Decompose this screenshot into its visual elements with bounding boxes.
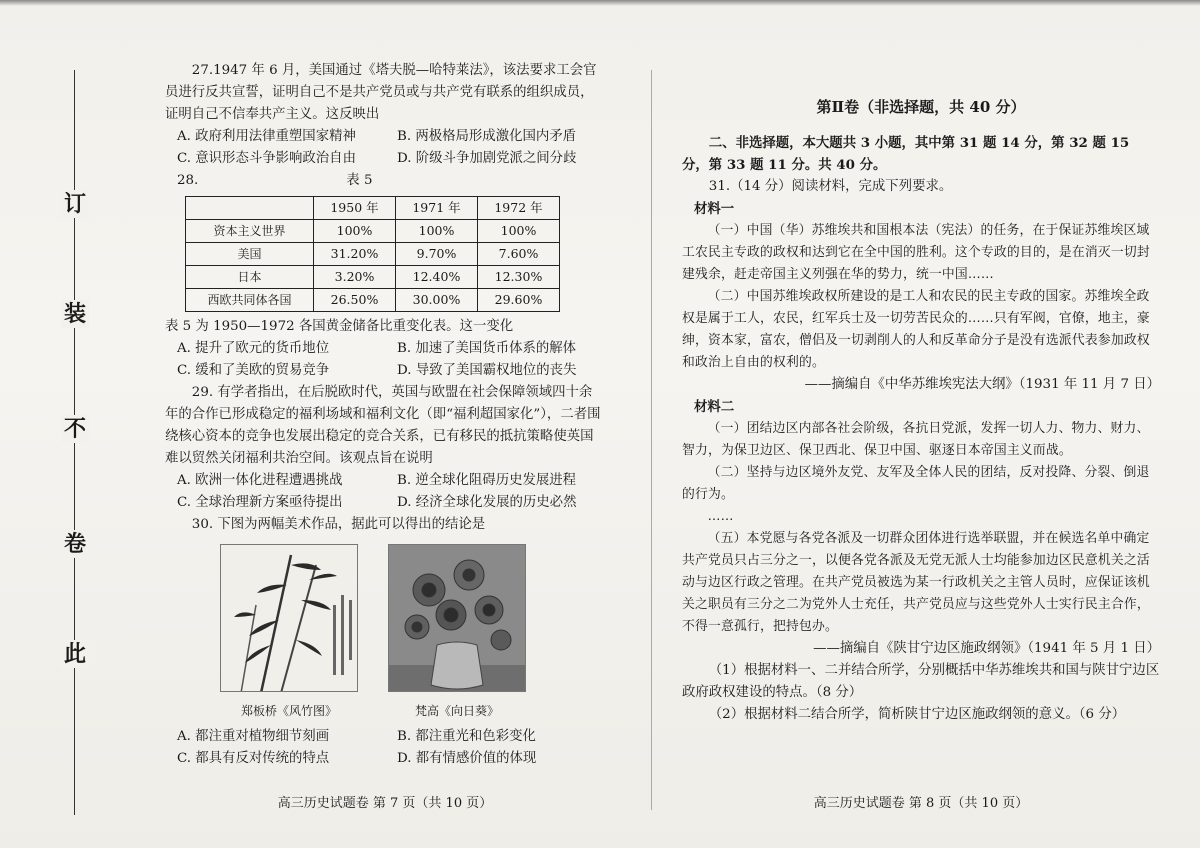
table-cell: 100%	[396, 220, 478, 243]
option-c[interactable]: C. 全球治理新方案亟待提出	[177, 495, 343, 510]
material-2-paragraph: （一）团结边区内部各社会阶级，各抗日党派，发挥一切人力、物力、财力、智力，为保卫边区、保卫西北、保卫中国、驱逐日本帝国主义而战。	[682, 421, 1150, 458]
caption-sunflowers: 梵高《向日葵》	[414, 704, 499, 718]
artworks	[220, 544, 605, 722]
binding-char: 订	[61, 190, 89, 218]
binding-char: 此	[61, 640, 89, 668]
table-header-cell: 1971 年	[396, 197, 478, 220]
table-cell: 7.60%	[478, 243, 560, 266]
binding-char: 卷	[61, 530, 89, 558]
q27-stem: 27.1947 年 6 月，美国通过《塔夫脱—哈特莱法》，该法要求工会官员进行反共宣誓，证明自己不是共产党员或与共产党有联系的组织成员，证明自己不信奉共产主义。这反映出	[165, 63, 597, 122]
q28-stem: 表 5 为 1950—1972 各国黄金储备比重变化表。这一变化	[165, 319, 514, 334]
table-cell: 100%	[478, 220, 560, 243]
option-d[interactable]: D. 都有情感价值的体现	[397, 751, 537, 766]
option-b[interactable]: B. 两极格局形成激化国内矛盾	[397, 129, 577, 144]
material-2-paragraph: （五）本党愿与各党各派及一切群众团体进行选举联盟，并在候选名单中确定共产党员只占三分之一，以便各党各派及无党无派人士均能参加边区民意机关之活动与边区行政之管理。在共产党员被选为某一行政机关之主管人员时，应保证该机关之职员有三分之二为党外人士充任，共产党员应与这些党外人士实行民主合作，不得一意孤行，把持包办。	[682, 531, 1150, 634]
binding-strip	[30, 70, 90, 820]
option-c[interactable]: C. 都具有反对传统的特点	[177, 751, 330, 766]
table-cell: 3.20%	[314, 266, 396, 289]
q31-sub-question-1: （1）根据材料一、二并结合所学，分别概括中华苏维埃共和国与陕甘宁边区政府政权建设的特点。（8 分）	[682, 663, 1160, 700]
table-cell: 29.60%	[478, 289, 560, 312]
table-header-cell: 1972 年	[478, 197, 560, 220]
caption-bamboo: 郑板桥《风竹图》	[240, 704, 337, 718]
page-7-footer: 高三历史试题卷 第 7 页（共 10 页）	[277, 796, 493, 811]
table-row	[186, 266, 560, 289]
bamboo-icon	[221, 545, 358, 692]
material-1-paragraph: （一）中国（华）苏维埃共和国根本法（宪法）的任务，在于保证苏维埃区域工农民主专政的政权和达到它在全中国的胜利。这个专政的目的，是在消灭一切封建残余，赶走帝国主义列强在华的势力，统一中国……	[682, 223, 1150, 282]
table-title: 表 5	[346, 173, 373, 188]
option-a[interactable]: A. 提升了欧元的货币地位	[177, 341, 330, 356]
table-cell: 31.20%	[314, 243, 396, 266]
page-divider	[651, 70, 652, 810]
scan-edge-shadow	[0, 0, 1200, 6]
page-8-footer: 高三历史试题卷 第 8 页（共 10 页）	[813, 796, 1029, 811]
table-cell: 100%	[314, 220, 396, 243]
sunflower-icon	[389, 545, 526, 692]
material-2-heading: 材料二	[694, 399, 735, 415]
bamboo-painting-image	[220, 544, 358, 692]
q28-heading	[165, 170, 605, 192]
section-intro: 二、非选择题，本大题共 3 小题，其中第 31 题 14 分，第 32 题 15 分，第 33 题 11 分。共 40 分。	[682, 135, 1130, 173]
table-row	[186, 243, 560, 266]
table-cell: 日本	[186, 266, 314, 289]
table-row	[186, 220, 560, 243]
q29-stem: 29. 有学者指出，在后脱欧时代，英国与欧盟在社会保障领域四十余年的合作已形成稳定的福利场域和福利文化（即“福利超国家化”），二者围绕核心资本的竞争也发展出稳定的竞合关系，已有移民的抵抗策略使英国难以贸然关闭福利共治空间。该观点旨在说明	[165, 385, 601, 466]
table-cell: 资本主义世界	[186, 220, 314, 243]
binding-char: 不	[61, 415, 89, 443]
table-header-row	[186, 197, 560, 220]
page-7	[165, 60, 605, 770]
table-cell: 美国	[186, 243, 314, 266]
table-cell: 26.50%	[314, 289, 396, 312]
option-b[interactable]: B. 加速了美国货币体系的解体	[397, 341, 577, 356]
artwork-sunflowers	[388, 544, 526, 722]
option-a[interactable]: A. 都注重对植物细节刻画	[177, 729, 330, 744]
material-2-source: ——摘编自《陕甘宁边区施政纲领》（1941 年 5 月 1 日）	[813, 641, 1160, 656]
option-b[interactable]: B. 都注重光和色彩变化	[397, 729, 536, 744]
table-cell: 12.30%	[478, 266, 560, 289]
material-2-paragraph: （二）坚持与边区境外友党、友军及全体人民的团结，反对投降、分裂、倒退的行为。	[682, 465, 1150, 502]
q31-sub-question-2: （2）根据材料二结合所学，简析陕甘宁边区施政纲领的意义。（6 分）	[708, 707, 1126, 722]
material-1-heading: 材料一	[694, 201, 735, 217]
option-b[interactable]: B. 逆全球化阻碍历史发展进程	[397, 473, 577, 488]
q28-number: 28.	[177, 173, 199, 188]
table-header-cell: 1950 年	[314, 197, 396, 220]
option-d[interactable]: D. 导致了美国霸权地位的丧失	[397, 363, 577, 378]
q27-options	[165, 126, 605, 170]
section-title: 第Ⅱ卷（非选择题，共 40 分）	[816, 98, 1026, 116]
page-8	[682, 60, 1160, 726]
q29-options	[165, 470, 605, 514]
option-a[interactable]: A. 政府利用法律重塑国家精神	[177, 129, 356, 144]
artwork-bamboo	[220, 544, 358, 722]
material-1-source: ——摘编自《中华苏维埃宪法大纲》（1931 年 11 月 7 日）	[804, 377, 1160, 392]
table-cell: 9.70%	[396, 243, 478, 266]
table-cell: 30.00%	[396, 289, 478, 312]
sunflower-painting-image	[388, 544, 526, 692]
gold-reserve-table	[185, 196, 560, 312]
binding-char: 装	[61, 300, 89, 328]
table-row	[186, 289, 560, 312]
q28-options	[165, 338, 605, 382]
option-c[interactable]: C. 缓和了美欧的贸易竞争	[177, 363, 330, 378]
q30-stem: 30. 下图为两幅美术作品，据此可以得出的结论是	[191, 517, 486, 532]
q31-stem: 31.（14 分）阅读材料，完成下列要求。	[708, 179, 953, 194]
material-2-ellipsis: ……	[707, 509, 734, 524]
table-header-cell	[186, 197, 314, 220]
option-c[interactable]: C. 意识形态斗争影响政治自由	[177, 151, 356, 166]
option-a[interactable]: A. 欧洲一体化进程遭遇挑战	[177, 473, 343, 488]
option-d[interactable]: D. 阶级斗争加剧党派之间分歧	[397, 151, 577, 166]
table-cell: 西欧共同体各国	[186, 289, 314, 312]
option-d[interactable]: D. 经济全球化发展的历史必然	[397, 495, 577, 510]
table-cell: 12.40%	[396, 266, 478, 289]
material-1-paragraph: （二）中国苏维埃政权所建设的是工人和农民的民主专政的国家。苏维埃全政权是属于工人，农民，红军兵士及一切劳苦民众的……只有军阀，官僚，地主，豪绅，资本家，富农，僧侣及一切剥削人的人和反革命分子是没有选派代表参加政权和政治上自由的权利的。	[682, 289, 1150, 370]
q30-options	[165, 726, 605, 770]
